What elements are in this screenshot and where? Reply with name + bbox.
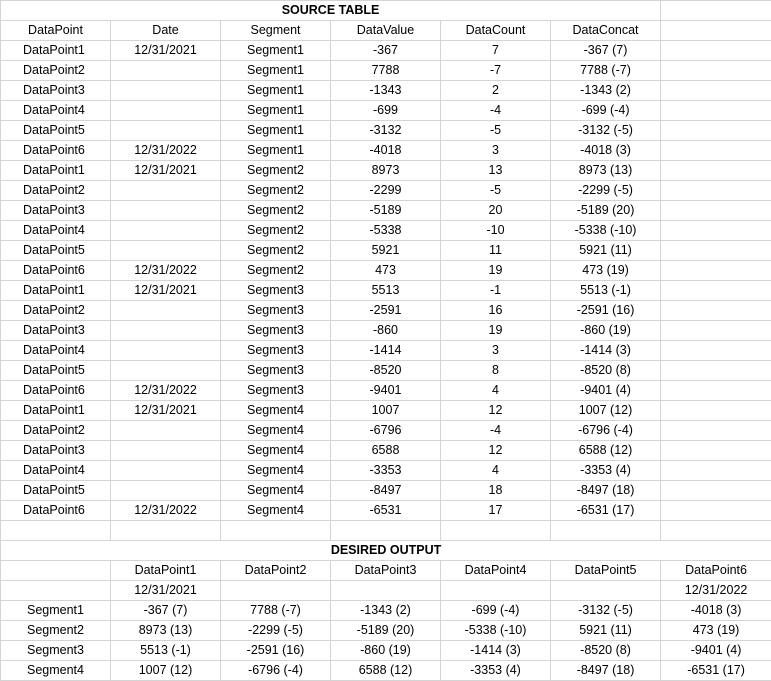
output-table-row	[1, 621, 771, 641]
source-cell[interactable]: 11	[441, 241, 551, 261]
source-cell[interactable]: -3353 (4)	[551, 461, 661, 481]
source-cell[interactable]: 8973 (13)	[551, 161, 661, 181]
empty-cell[interactable]	[551, 521, 661, 541]
source-table-row	[1, 301, 771, 321]
source-table-row	[1, 201, 771, 221]
source-cell[interactable]: DataPoint5	[1, 481, 111, 501]
source-cell[interactable]: 12	[441, 401, 551, 421]
source-cell[interactable]: DataPoint2	[1, 301, 111, 321]
output-cell[interactable]: 1007 (12)	[111, 661, 221, 681]
source-cell[interactable]: DataPoint6	[1, 141, 111, 161]
empty-cell[interactable]	[661, 461, 771, 481]
source-cell[interactable]	[111, 201, 221, 221]
source-cell[interactable]	[111, 421, 221, 441]
source-cell[interactable]: -4	[441, 101, 551, 121]
output-cell[interactable]: -2299 (-5)	[221, 621, 331, 641]
source-cell[interactable]: DataPoint2	[1, 61, 111, 81]
source-cell[interactable]	[111, 121, 221, 141]
source-title-row	[1, 1, 771, 21]
empty-cell[interactable]	[661, 261, 771, 281]
source-table-row	[1, 221, 771, 241]
source-cell[interactable]	[111, 321, 221, 341]
source-cell[interactable]: -7	[441, 61, 551, 81]
source-cell[interactable]: -699	[331, 101, 441, 121]
empty-cell[interactable]	[221, 521, 331, 541]
source-table-row	[1, 141, 771, 161]
source-cell[interactable]: -4018 (3)	[551, 141, 661, 161]
source-cell[interactable]: -1414 (3)	[551, 341, 661, 361]
source-cell[interactable]: 7788	[331, 61, 441, 81]
source-cell[interactable]: DataPoint2	[1, 421, 111, 441]
output-cell[interactable]: -699 (-4)	[441, 601, 551, 621]
source-cell[interactable]: DataPoint5	[1, 241, 111, 261]
source-table-row	[1, 41, 771, 61]
source-cell[interactable]: -699 (-4)	[551, 101, 661, 121]
empty-cell[interactable]	[661, 201, 771, 221]
source-cell[interactable]: 4	[441, 461, 551, 481]
source-cell[interactable]: Segment1	[221, 101, 331, 121]
source-cell[interactable]: 1007	[331, 401, 441, 421]
source-cell[interactable]: -2591 (16)	[551, 301, 661, 321]
empty-cell[interactable]	[661, 241, 771, 261]
empty-cell[interactable]	[661, 321, 771, 341]
empty-cell[interactable]	[661, 521, 771, 541]
output-cell[interactable]: -1343 (2)	[331, 601, 441, 621]
source-cell[interactable]: DataPoint3	[1, 81, 111, 101]
source-cell[interactable]: DataPoint4	[1, 461, 111, 481]
output-cell[interactable]: -4018 (3)	[661, 601, 771, 621]
source-cell[interactable]: Segment1	[221, 41, 331, 61]
source-table-row	[1, 161, 771, 181]
source-cell[interactable]: -5338	[331, 221, 441, 241]
source-cell[interactable]: -1343 (2)	[551, 81, 661, 101]
output-cell[interactable]: 7788 (-7)	[221, 601, 331, 621]
source-cell[interactable]: Segment1	[221, 121, 331, 141]
source-cell[interactable]: 12/31/2022	[111, 501, 221, 521]
source-table-row	[1, 241, 771, 261]
source-cell[interactable]: 8973	[331, 161, 441, 181]
source-cell[interactable]: Segment2	[221, 241, 331, 261]
output-column-header[interactable]: DataPoint6	[661, 561, 771, 581]
output-cell[interactable]: -8520 (8)	[551, 641, 661, 661]
source-table-row	[1, 501, 771, 521]
source-cell[interactable]: -5	[441, 181, 551, 201]
source-cell[interactable]: Segment3	[221, 281, 331, 301]
output-cell[interactable]: 8973 (13)	[111, 621, 221, 641]
output-cell[interactable]: -6796 (-4)	[221, 661, 331, 681]
source-cell[interactable]: 12/31/2021	[111, 161, 221, 181]
source-cell[interactable]: DataPoint3	[1, 201, 111, 221]
source-cell[interactable]: Segment2	[221, 181, 331, 201]
source-cell[interactable]: DataPoint5	[1, 361, 111, 381]
output-cell[interactable]: -3132 (-5)	[551, 601, 661, 621]
output-row-header[interactable]: Segment4	[1, 661, 111, 681]
source-cell[interactable]: DataPoint4	[1, 221, 111, 241]
output-column-header[interactable]: DataPoint2	[221, 561, 331, 581]
output-cell[interactable]: -1414 (3)	[441, 641, 551, 661]
source-column-header[interactable]: DataValue	[331, 21, 441, 41]
source-column-header[interactable]: Date	[111, 21, 221, 41]
source-cell[interactable]: 7	[441, 41, 551, 61]
source-cell[interactable]: 8	[441, 361, 551, 381]
source-table-row	[1, 261, 771, 281]
source-cell[interactable]: Segment2	[221, 261, 331, 281]
source-cell[interactable]: -2299	[331, 181, 441, 201]
empty-cell[interactable]	[661, 281, 771, 301]
source-cell[interactable]: Segment3	[221, 341, 331, 361]
source-table-row	[1, 401, 771, 421]
source-table-row	[1, 281, 771, 301]
source-cell[interactable]: Segment1	[221, 141, 331, 161]
source-table-row	[1, 341, 771, 361]
source-cell[interactable]: 3	[441, 141, 551, 161]
source-cell[interactable]: 473	[331, 261, 441, 281]
source-table-row	[1, 101, 771, 121]
source-table-row	[1, 121, 771, 141]
output-column-date[interactable]	[551, 581, 661, 601]
empty-cell[interactable]	[661, 501, 771, 521]
source-column-header[interactable]: DataPoint	[1, 21, 111, 41]
source-cell[interactable]: 13	[441, 161, 551, 181]
source-cell[interactable]: DataPoint1	[1, 161, 111, 181]
source-cell[interactable]: 12/31/2021	[111, 41, 221, 61]
empty-cell[interactable]	[661, 121, 771, 141]
source-table-row	[1, 421, 771, 441]
source-cell[interactable]: -6531 (17)	[551, 501, 661, 521]
source-cell[interactable]: 19	[441, 261, 551, 281]
source-cell[interactable]	[111, 81, 221, 101]
output-cell[interactable]: -3353 (4)	[441, 661, 551, 681]
source-cell[interactable]: -2299 (-5)	[551, 181, 661, 201]
output-cell[interactable]: -8497 (18)	[551, 661, 661, 681]
source-cell[interactable]: Segment3	[221, 361, 331, 381]
source-cell[interactable]: DataPoint5	[1, 121, 111, 141]
source-table-title[interactable]: SOURCE TABLE	[1, 1, 661, 21]
source-cell[interactable]: DataPoint6	[1, 501, 111, 521]
source-cell[interactable]: Segment2	[221, 221, 331, 241]
source-cell[interactable]: -10	[441, 221, 551, 241]
empty-cell[interactable]	[661, 481, 771, 501]
source-cell[interactable]: -5	[441, 121, 551, 141]
output-table-title[interactable]: DESIRED OUTPUT	[1, 541, 771, 561]
source-table-row	[1, 381, 771, 401]
source-cell[interactable]: Segment2	[221, 161, 331, 181]
empty-cell[interactable]	[661, 1, 771, 21]
source-cell[interactable]: 4	[441, 381, 551, 401]
output-cell[interactable]: 473 (19)	[661, 621, 771, 641]
source-cell[interactable]: DataPoint4	[1, 101, 111, 121]
source-cell[interactable]	[111, 61, 221, 81]
source-cell[interactable]: Segment3	[221, 321, 331, 341]
output-cell[interactable]: -6531 (17)	[661, 661, 771, 681]
output-row-header[interactable]: Segment3	[1, 641, 111, 661]
output-cell[interactable]: -2591 (16)	[221, 641, 331, 661]
source-cell[interactable]: 1007 (12)	[551, 401, 661, 421]
output-cell[interactable]: -5338 (-10)	[441, 621, 551, 641]
source-cell[interactable]: Segment1	[221, 81, 331, 101]
source-cell[interactable]: 17	[441, 501, 551, 521]
empty-cell[interactable]	[661, 301, 771, 321]
output-column-date[interactable]: 12/31/2021	[111, 581, 221, 601]
output-column-header[interactable]: DataPoint4	[441, 561, 551, 581]
empty-cell[interactable]	[1, 561, 111, 581]
source-cell[interactable]: -1343	[331, 81, 441, 101]
output-column-date[interactable]	[441, 581, 551, 601]
source-cell[interactable]: DataPoint6	[1, 381, 111, 401]
empty-cell[interactable]	[661, 401, 771, 421]
source-cell[interactable]: -6796 (-4)	[551, 421, 661, 441]
source-cell[interactable]: -4018	[331, 141, 441, 161]
source-cell[interactable]: 3	[441, 341, 551, 361]
empty-cell[interactable]	[661, 421, 771, 441]
empty-cell[interactable]	[661, 181, 771, 201]
empty-cell[interactable]	[1, 521, 111, 541]
output-cell[interactable]: 6588 (12)	[331, 661, 441, 681]
output-cell[interactable]: -367 (7)	[111, 601, 221, 621]
output-cell[interactable]: 5513 (-1)	[111, 641, 221, 661]
source-cell[interactable]	[111, 181, 221, 201]
output-column-header[interactable]: DataPoint3	[331, 561, 441, 581]
source-cell[interactable]: Segment1	[221, 61, 331, 81]
source-cell[interactable]: -2591	[331, 301, 441, 321]
output-row-header[interactable]: Segment1	[1, 601, 111, 621]
output-column-header[interactable]: DataPoint5	[551, 561, 661, 581]
source-cell[interactable]: -5189	[331, 201, 441, 221]
source-cell[interactable]: -6531	[331, 501, 441, 521]
source-cell[interactable]	[111, 301, 221, 321]
source-cell[interactable]: Segment3	[221, 381, 331, 401]
source-cell[interactable]: -3353	[331, 461, 441, 481]
source-cell[interactable]	[111, 241, 221, 261]
output-header-row	[1, 561, 771, 581]
source-cell[interactable]: 20	[441, 201, 551, 221]
source-cell[interactable]: -3132	[331, 121, 441, 141]
source-table-row	[1, 61, 771, 81]
source-cell[interactable]: Segment3	[221, 301, 331, 321]
output-table-row	[1, 601, 771, 621]
source-cell[interactable]	[111, 221, 221, 241]
output-column-header[interactable]: DataPoint1	[111, 561, 221, 581]
source-cell[interactable]: Segment2	[221, 201, 331, 221]
output-cell[interactable]: -5189 (20)	[331, 621, 441, 641]
output-table-row	[1, 661, 771, 681]
source-table-row	[1, 321, 771, 341]
source-cell[interactable]: -8520 (8)	[551, 361, 661, 381]
empty-cell[interactable]	[661, 441, 771, 461]
source-table-row	[1, 481, 771, 501]
source-cell[interactable]: Segment4	[221, 401, 331, 421]
source-cell[interactable]: 2	[441, 81, 551, 101]
source-cell[interactable]: DataPoint1	[1, 401, 111, 421]
source-cell[interactable]: 16	[441, 301, 551, 321]
source-table-row	[1, 361, 771, 381]
source-cell[interactable]: 6588 (12)	[551, 441, 661, 461]
source-cell[interactable]: Segment4	[221, 501, 331, 521]
source-cell[interactable]: DataPoint4	[1, 341, 111, 361]
output-column-date[interactable]: 12/31/2022	[661, 581, 771, 601]
source-cell[interactable]: DataPoint1	[1, 281, 111, 301]
source-cell[interactable]: 12/31/2022	[111, 141, 221, 161]
source-cell[interactable]: 12	[441, 441, 551, 461]
empty-cell[interactable]	[331, 521, 441, 541]
source-table-row	[1, 441, 771, 461]
source-cell[interactable]	[111, 481, 221, 501]
empty-cell[interactable]	[661, 381, 771, 401]
empty-cell[interactable]	[661, 141, 771, 161]
source-cell[interactable]: -5189 (20)	[551, 201, 661, 221]
source-cell[interactable]: DataPoint2	[1, 181, 111, 201]
output-date-row	[1, 581, 771, 601]
source-cell[interactable]: DataPoint3	[1, 441, 111, 461]
source-cell[interactable]: Segment4	[221, 481, 331, 501]
empty-cell[interactable]	[661, 161, 771, 181]
source-cell[interactable]: 7788 (-7)	[551, 61, 661, 81]
source-cell[interactable]: 12/31/2021	[111, 281, 221, 301]
source-cell[interactable]: 5921 (11)	[551, 241, 661, 261]
source-cell[interactable]: 473 (19)	[551, 261, 661, 281]
source-cell[interactable]: -1414	[331, 341, 441, 361]
source-cell[interactable]: -4	[441, 421, 551, 441]
output-column-date[interactable]	[221, 581, 331, 601]
source-header-row	[1, 21, 771, 41]
source-cell[interactable]: DataPoint1	[1, 41, 111, 61]
output-column-date[interactable]	[331, 581, 441, 601]
source-cell[interactable]: -367	[331, 41, 441, 61]
source-cell[interactable]: 5513 (-1)	[551, 281, 661, 301]
source-cell[interactable]: 12/31/2021	[111, 401, 221, 421]
source-column-header[interactable]: DataConcat	[551, 21, 661, 41]
source-cell[interactable]: -5338 (-10)	[551, 221, 661, 241]
source-column-header[interactable]: Segment	[221, 21, 331, 41]
empty-cell[interactable]	[661, 41, 771, 61]
empty-cell[interactable]	[1, 581, 111, 601]
source-cell[interactable]: DataPoint3	[1, 321, 111, 341]
source-cell[interactable]: -8520	[331, 361, 441, 381]
source-cell[interactable]: Segment4	[221, 441, 331, 461]
source-cell[interactable]: Segment4	[221, 461, 331, 481]
source-cell[interactable]: 5513	[331, 281, 441, 301]
source-cell[interactable]: 12/31/2022	[111, 261, 221, 281]
source-table-row	[1, 461, 771, 481]
source-cell[interactable]: DataPoint6	[1, 261, 111, 281]
source-cell[interactable]: 18	[441, 481, 551, 501]
source-cell[interactable]	[111, 361, 221, 381]
source-cell[interactable]: 5921	[331, 241, 441, 261]
source-column-header[interactable]: DataCount	[441, 21, 551, 41]
source-cell[interactable]: 12/31/2022	[111, 381, 221, 401]
output-cell[interactable]: 5921 (11)	[551, 621, 661, 641]
source-cell[interactable]	[111, 101, 221, 121]
empty-cell[interactable]	[441, 521, 551, 541]
output-cell[interactable]: -860 (19)	[331, 641, 441, 661]
output-table-row	[1, 641, 771, 661]
source-cell[interactable]	[111, 341, 221, 361]
source-cell[interactable]: 19	[441, 321, 551, 341]
empty-cell[interactable]	[661, 341, 771, 361]
source-cell[interactable]: 6588	[331, 441, 441, 461]
source-cell[interactable]	[111, 441, 221, 461]
source-cell[interactable]: -9401	[331, 381, 441, 401]
empty-cell[interactable]	[661, 221, 771, 241]
output-row-header[interactable]: Segment2	[1, 621, 111, 641]
empty-cell[interactable]	[661, 81, 771, 101]
source-table-row	[1, 181, 771, 201]
source-cell[interactable]: -6796	[331, 421, 441, 441]
source-cell[interactable]: -8497 (18)	[551, 481, 661, 501]
blank-row	[1, 521, 771, 541]
source-cell[interactable]: Segment4	[221, 421, 331, 441]
source-cell[interactable]: -860 (19)	[551, 321, 661, 341]
empty-cell[interactable]	[111, 521, 221, 541]
output-title-row	[1, 541, 771, 561]
source-cell[interactable]	[111, 461, 221, 481]
source-cell[interactable]: -367 (7)	[551, 41, 661, 61]
source-cell[interactable]: -8497	[331, 481, 441, 501]
output-cell[interactable]: -9401 (4)	[661, 641, 771, 661]
empty-cell[interactable]	[661, 361, 771, 381]
source-cell[interactable]: -1	[441, 281, 551, 301]
source-cell[interactable]: -3132 (-5)	[551, 121, 661, 141]
empty-cell[interactable]	[661, 21, 771, 41]
source-table-row	[1, 81, 771, 101]
source-cell[interactable]: -9401 (4)	[551, 381, 661, 401]
empty-cell[interactable]	[661, 101, 771, 121]
source-cell[interactable]: -860	[331, 321, 441, 341]
empty-cell[interactable]	[661, 61, 771, 81]
